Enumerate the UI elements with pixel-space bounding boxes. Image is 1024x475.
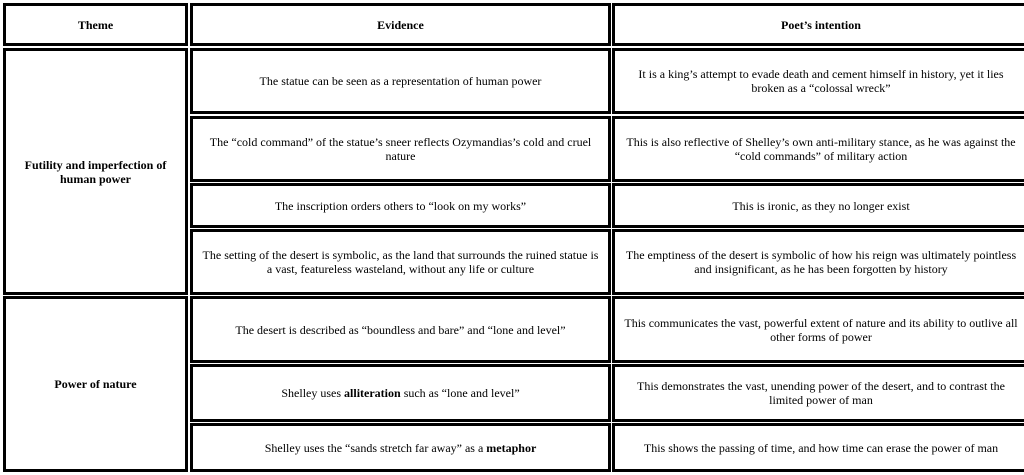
evidence-text: Shelley uses <box>281 386 345 400</box>
intention-cell: This is ironic, as they no longer exist <box>612 183 1024 228</box>
evidence-keyword: alliteration <box>344 386 401 400</box>
header-poets-intention: Poet’s intention <box>612 3 1024 46</box>
evidence-text: such as “lone and level” <box>400 386 520 400</box>
evidence-keyword: metaphor <box>486 440 537 455</box>
intention-cell: This demonstrates the vast, unending power of the desert, and to contrast the limited power of man <box>612 364 1024 422</box>
theme-cell-futility: Futility and imperfection of human power <box>3 48 188 295</box>
evidence-cell: The statue can be seen as a representation of human power <box>190 48 611 114</box>
evidence-cell: The desert is described as “boundless and bare” and “lone and level” <box>190 296 611 363</box>
intention-cell: The emptiness of the desert is symbolic of how his reign was ultimately pointless and insignificant, as he has been forgotten by history <box>612 229 1024 295</box>
evidence-cell: The “cold command” of the statue’s sneer reflects Ozymandias’s cold and cruel nature <box>190 116 611 182</box>
theme-cell-power-of-nature: Power of nature <box>3 296 188 472</box>
evidence-cell <box>190 423 611 472</box>
intention-cell: This is also reflective of Shelley’s own anti-military stance, as he was against the “cold commands” of military action <box>612 116 1024 182</box>
evidence-cell <box>190 364 611 422</box>
evidence-cell: The inscription orders others to “look on my works” <box>190 183 611 228</box>
intention-cell: This communicates the vast, powerful extent of nature and its ability to outlive all other forms of power <box>612 296 1024 363</box>
header-evidence: Evidence <box>190 3 611 46</box>
header-theme: Theme <box>3 3 188 46</box>
intention-cell: It is a king’s attempt to evade death and cement himself in history, yet it lies broken as a “colossal wreck” <box>612 48 1024 114</box>
intention-cell: This shows the passing of time, and how time can erase the power of man <box>612 423 1024 472</box>
evidence-text: Shelley uses the “sands stretch far away” as a <box>264 440 487 455</box>
evidence-cell: The setting of the desert is symbolic, as the land that surrounds the ruined statue is a vast, featureless wasteland, without any life or culture <box>190 229 611 295</box>
